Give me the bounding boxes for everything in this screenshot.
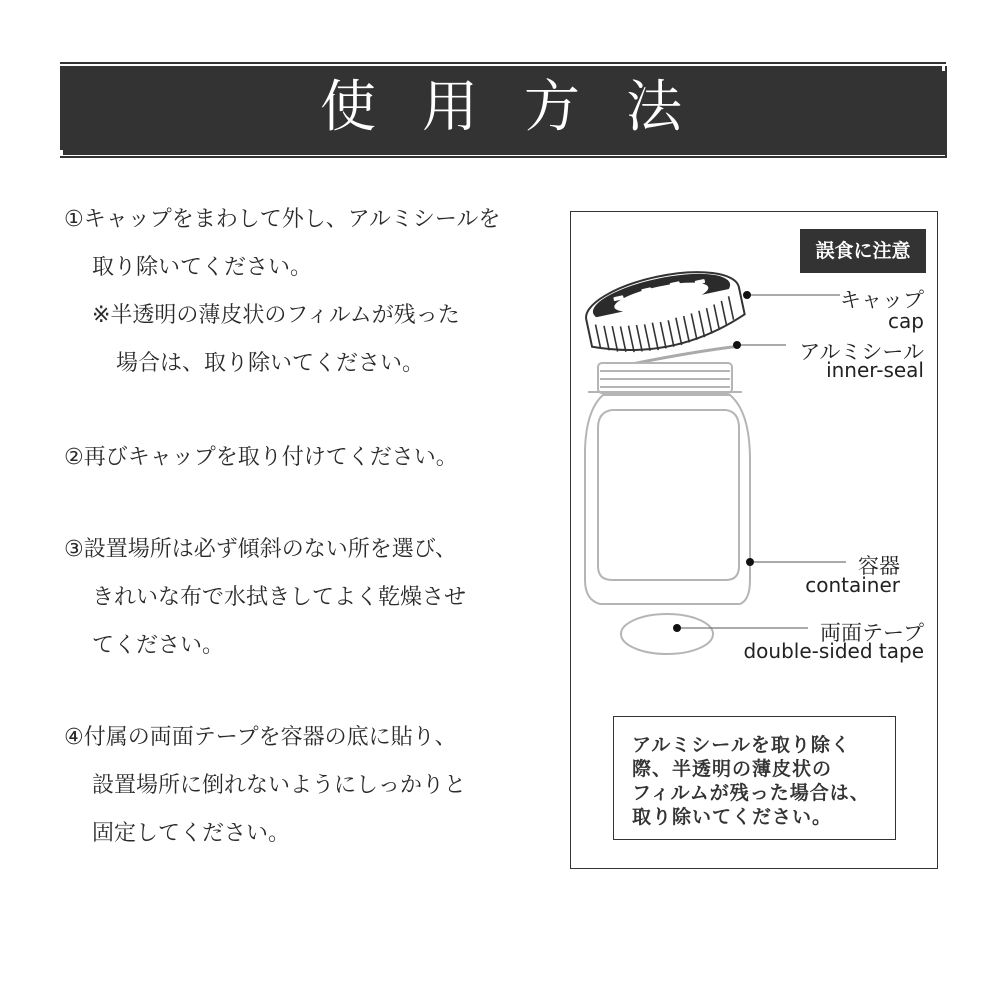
step-4-line-3: 固定してください。: [92, 821, 291, 846]
note-line-1: アルミシールを取り除く: [632, 734, 851, 756]
warning-badge: 誤食に注意: [800, 229, 926, 273]
note-line-3: フィルムが残った場合は、: [632, 782, 870, 804]
step-3-line-1: ③設置場所は必ず傾斜のない所を選び、: [64, 537, 457, 562]
step-1-line-2: 取り除いてください。: [92, 255, 313, 280]
page-title: 使用方法: [320, 75, 728, 140]
seal-label-en: inner-seal: [826, 358, 924, 382]
note-box: [613, 716, 896, 840]
tape-label-jp: 両面テープ: [820, 621, 924, 645]
tape-illustration: [621, 614, 713, 654]
note-line-2: 際、半透明の薄皮状の: [632, 758, 833, 780]
step-3-line-2: きれいな布で水拭きしてよく乾燥させ: [92, 585, 467, 610]
container-illustration: [585, 395, 750, 604]
tape-label-en: double-sided tape: [743, 639, 924, 663]
step-2-line-1: ②再びキャップを取り付けてください。: [64, 445, 458, 470]
cap-label-jp: キャップ: [840, 288, 924, 312]
step-4-line-1: ④付属の両面テープを容器の底に貼り、: [64, 725, 457, 750]
cap-label-en: cap: [888, 309, 924, 333]
step-1-line-1: ①キャップをまわして外し、アルミシールを: [64, 207, 501, 232]
note-line-4: 取り除いてください。: [632, 806, 833, 828]
step-1-note-1: ※半透明の薄皮状のフィルムが残った: [92, 303, 460, 328]
step-3-line-3: てください。: [92, 633, 225, 658]
jar-neck: [588, 363, 742, 393]
container-label-jp: 容器: [858, 554, 900, 578]
step-1-note-2: 場合は、取り除いてください。: [116, 351, 425, 376]
step-4-line-2: 設置場所に倒れないようにしっかりと: [92, 773, 467, 798]
container-label-en: container: [805, 573, 900, 597]
seal-label-jp: アルミシール: [799, 340, 924, 364]
